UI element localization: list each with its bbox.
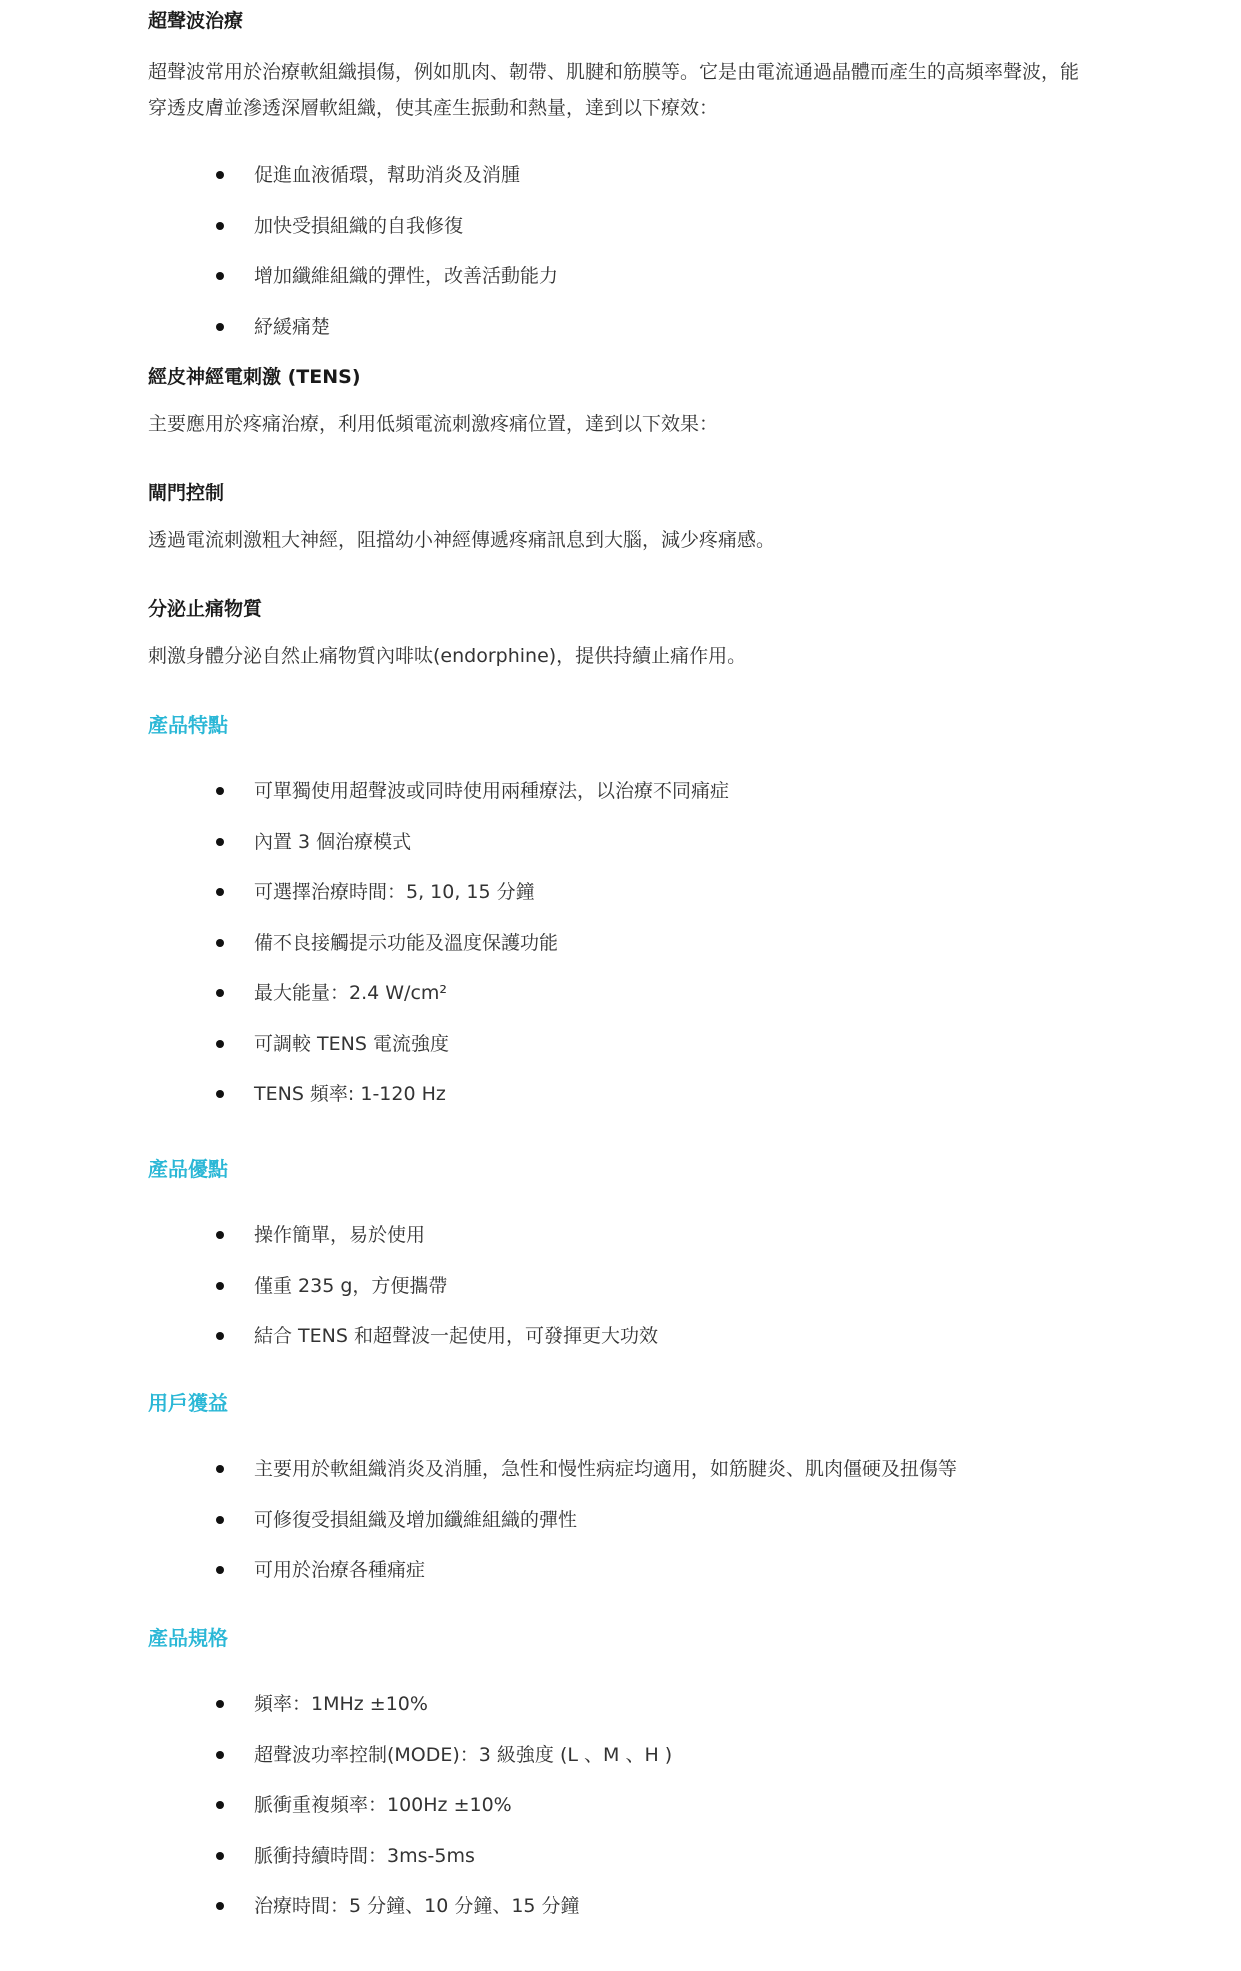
list-item bbox=[216, 1273, 1116, 1324]
list-item-text: 超聲波功率控制(MODE)：3 級強度 (L 、M 、H ) bbox=[254, 1743, 673, 1766]
list-item bbox=[216, 1691, 1116, 1742]
list-item-text: 可選擇治療時間：5, 10, 15 分鐘 bbox=[254, 881, 535, 903]
benefits-section bbox=[148, 1390, 1148, 1416]
list-item bbox=[216, 829, 1116, 880]
bullet-icon bbox=[216, 1700, 224, 1708]
bullet-icon bbox=[216, 1231, 224, 1239]
specs-list bbox=[216, 1691, 1116, 1944]
list-item-text: 紓緩痛楚 bbox=[254, 315, 331, 338]
advantages-heading: 產品優點 bbox=[148, 1157, 228, 1181]
list-item bbox=[216, 1456, 1116, 1507]
bullet-icon bbox=[216, 1282, 224, 1290]
list-item-text: 可修復受損組織及增加纖維組織的彈性 bbox=[254, 1508, 578, 1531]
bullet-icon bbox=[216, 1852, 224, 1860]
features-list bbox=[216, 778, 1116, 1132]
list-item-text: 可用於治療各種痛症 bbox=[254, 1559, 426, 1581]
bullet-icon bbox=[216, 989, 224, 997]
gate-control-text-block bbox=[148, 522, 1148, 558]
list-item-text: 僅重 235 g，方便攜帶 bbox=[254, 1274, 448, 1297]
list-item-text: 加快受損組織的自我修復 bbox=[254, 214, 464, 237]
gate-control-section bbox=[148, 480, 1148, 506]
list-item-text: 主要用於軟組織消炎及消腫，急性和慢性病症均適用，如筋腱炎、肌肉僵硬及扭傷等 bbox=[254, 1458, 958, 1480]
features-heading: 產品特點 bbox=[148, 713, 228, 737]
bullet-icon bbox=[216, 1465, 224, 1473]
list-item bbox=[216, 778, 1116, 829]
advantages-list bbox=[216, 1222, 1116, 1374]
ultrasound-section bbox=[148, 8, 1148, 34]
bullet-icon bbox=[216, 222, 224, 230]
bullet-icon bbox=[216, 1751, 224, 1759]
bullet-icon bbox=[216, 838, 224, 846]
list-item-text: 頻率：1MHz ±10% bbox=[254, 1693, 428, 1715]
ultrasound-effects-list bbox=[216, 162, 1116, 364]
list-item-text: 增加纖維組織的彈性，改善活動能力 bbox=[254, 265, 559, 287]
list-item-text: 可調較 TENS 電流強度 bbox=[254, 1032, 449, 1055]
bullet-icon bbox=[216, 888, 224, 896]
list-item-text: 治療時間：5 分鐘、10 分鐘、15 分鐘 bbox=[254, 1895, 580, 1917]
tens-intro: 主要應用於疼痛治療，利用低頻電流刺激疼痛位置，達到以下效果： bbox=[148, 413, 719, 435]
list-item-text: 促進血液循環，幫助消炎及消腫 bbox=[254, 164, 521, 186]
list-item-text: 備不良接觸提示功能及溫度保護功能 bbox=[254, 931, 559, 954]
list-item bbox=[216, 930, 1116, 981]
endorphin-section bbox=[148, 596, 1148, 622]
specs-section bbox=[148, 1625, 1148, 1651]
bullet-icon bbox=[216, 1566, 224, 1574]
list-item bbox=[216, 1222, 1116, 1273]
features-section bbox=[148, 712, 1148, 738]
list-item bbox=[216, 879, 1116, 930]
advantages-section bbox=[148, 1156, 1148, 1182]
gate-control-text: 透過電流刺激粗大神經，阻擋幼小神經傳遞疼痛訊息到大腦，減少疼痛感。 bbox=[148, 529, 776, 551]
bullet-icon bbox=[216, 1090, 224, 1098]
bullet-icon bbox=[216, 1801, 224, 1809]
tens-section bbox=[148, 364, 1148, 390]
ultrasound-heading: 超聲波治療 bbox=[148, 10, 244, 32]
ultrasound-intro-block bbox=[148, 54, 1088, 126]
list-item-text: 可單獨使用超聲波或同時使用兩種療法，以治療不同痛症 bbox=[254, 780, 730, 802]
list-item bbox=[216, 314, 1116, 365]
endorphin-heading: 分泌止痛物質 bbox=[148, 598, 263, 620]
list-item bbox=[216, 162, 1116, 213]
list-item-text: TENS 頻率: 1-120 Hz bbox=[254, 1083, 446, 1105]
list-item bbox=[216, 1323, 1116, 1374]
bullet-icon bbox=[216, 323, 224, 331]
bullet-icon bbox=[216, 272, 224, 280]
bullet-icon bbox=[216, 1332, 224, 1340]
list-item bbox=[216, 1507, 1116, 1558]
list-item-text: 脈衝持續時間：3ms-5ms bbox=[254, 1844, 475, 1867]
ultrasound-intro: 超聲波常用於治療軟組織損傷，例如肌肉、韌帶、肌腱和筋膜等。它是由電流通過晶體而產生的高頻率聲波，能穿透皮膚並滲透深層軟組織，使其產生振動和熱量，達到以下療效： bbox=[148, 61, 1080, 119]
list-item bbox=[216, 1792, 1116, 1843]
list-item bbox=[216, 1031, 1116, 1082]
list-item-text: 結合 TENS 和超聲波一起使用，可發揮更大功效 bbox=[254, 1325, 658, 1347]
benefits-heading: 用戶獲益 bbox=[148, 1391, 228, 1415]
list-item bbox=[216, 1893, 1116, 1944]
bullet-icon bbox=[216, 787, 224, 795]
list-item bbox=[216, 980, 1116, 1031]
list-item bbox=[216, 1081, 1116, 1132]
gate-control-heading: 閘門控制 bbox=[148, 482, 225, 504]
bullet-icon bbox=[216, 1040, 224, 1048]
bullet-icon bbox=[216, 1516, 224, 1524]
list-item bbox=[216, 1843, 1116, 1894]
endorphin-text-block bbox=[148, 638, 1148, 674]
tens-intro-block bbox=[148, 406, 1148, 442]
benefits-list bbox=[216, 1456, 1116, 1608]
list-item bbox=[216, 213, 1116, 264]
list-item bbox=[216, 1557, 1116, 1608]
list-item-text: 最大能量：2.4 W/cm² bbox=[254, 982, 448, 1004]
list-item bbox=[216, 1742, 1116, 1793]
list-item-text: 脈衝重複頻率：100Hz ±10% bbox=[254, 1794, 512, 1816]
specs-heading: 產品規格 bbox=[148, 1626, 228, 1650]
bullet-icon bbox=[216, 171, 224, 179]
list-item-text: 內置 3 個治療模式 bbox=[254, 830, 412, 853]
bullet-icon bbox=[216, 1902, 224, 1910]
endorphin-text: 刺激身體分泌自然止痛物質內啡呔(endorphine)，提供持續止痛作用。 bbox=[148, 645, 747, 667]
bullet-icon bbox=[216, 939, 224, 947]
list-item-text: 操作簡單，易於使用 bbox=[254, 1224, 426, 1246]
list-item bbox=[216, 263, 1116, 314]
tens-heading: 經皮神經電刺激 (TENS) bbox=[148, 366, 361, 388]
